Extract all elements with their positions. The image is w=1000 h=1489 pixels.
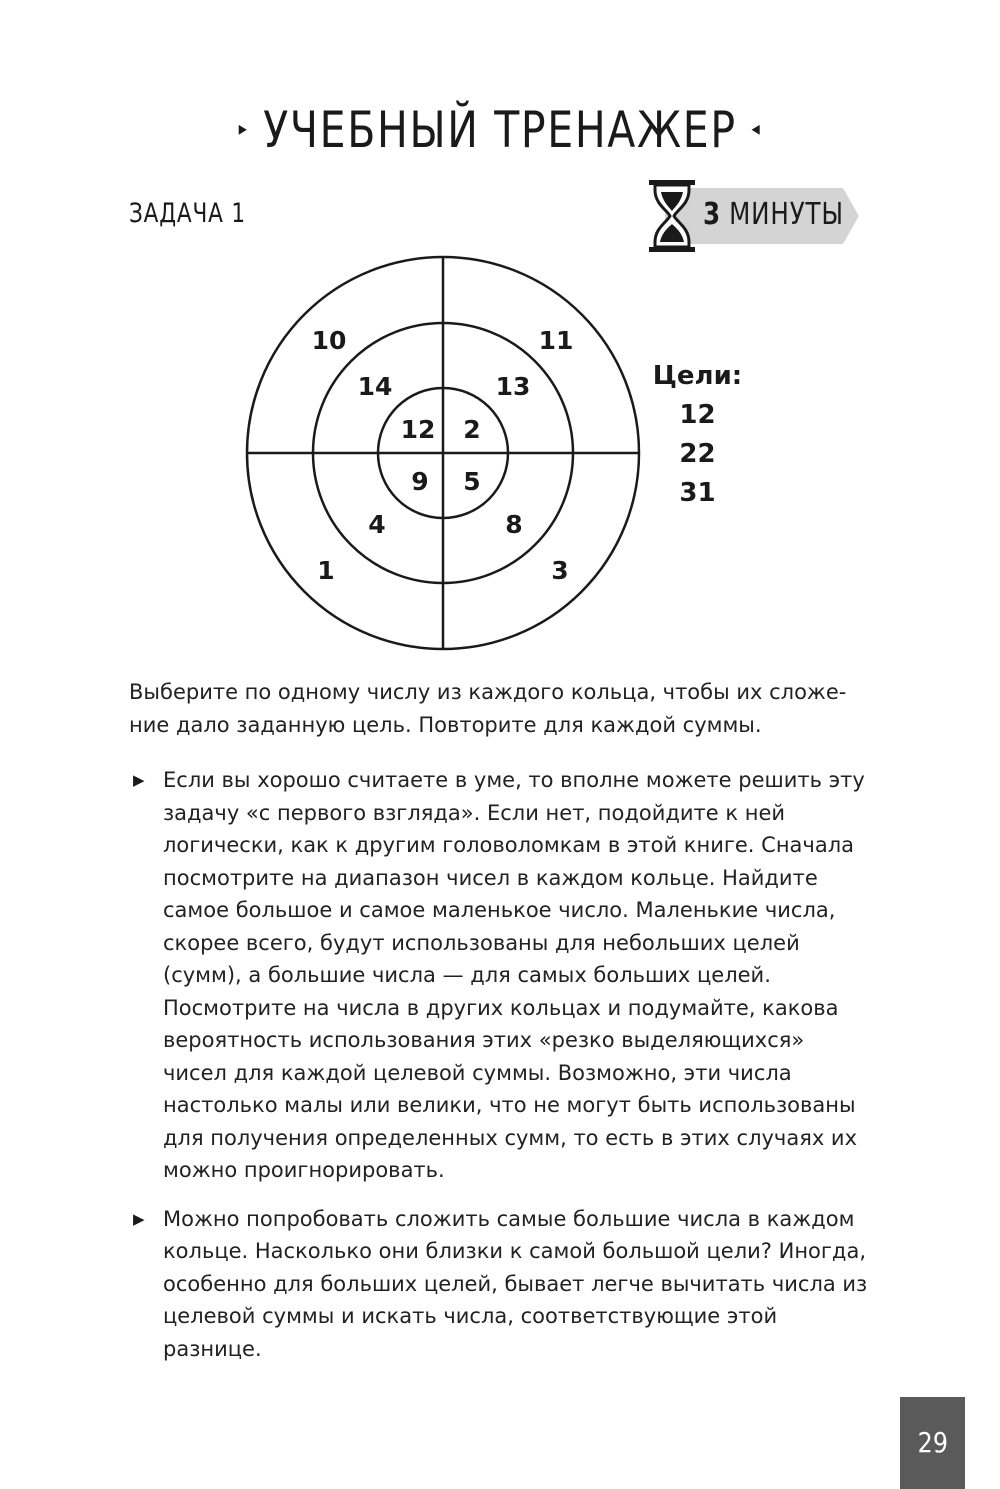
target-diagram bbox=[238, 255, 648, 655]
list-item-text: Если вы хорошо считаете в уме, то вполне можете решить эту задачу «с первого взгляда». Если нет, подойдите к ней логически, как к другим головоломкам в этой книге. Сначала посмотрите на диапазон чисел в каждом кольце. Найдите самое большое и самое маленькое число. Маленькие числа, скорее всего, будут использованы для небольших целей (сумм), а большие числа — для самых больших целей. Посмотрите на числа в других кольцах и подумайте, какова вероятность использования этих «резко выделяющихся» чисел для каждой целевой суммы. Возможно, эти числа настолько малы или велики, что не могут быть использованы для получения определенных сумм, то есть в этих случаях их можно проигнорировать. bbox=[163, 768, 865, 1182]
inner-number: 2 bbox=[463, 415, 481, 444]
goals-title: Цели: bbox=[652, 361, 743, 391]
outer-number: 3 bbox=[551, 556, 569, 585]
page-number bbox=[900, 1397, 965, 1489]
intro-paragraph: Выберите по одному числу из каждого кольца, чтобы их сложе-ние дало заданную цель. Повторите для каждой суммы. bbox=[129, 680, 847, 737]
tips-list bbox=[129, 764, 874, 1381]
outer-number: 10 bbox=[311, 326, 347, 355]
timer-number: 3 bbox=[703, 197, 721, 232]
goals-list bbox=[650, 357, 745, 513]
outer-number: 1 bbox=[317, 556, 335, 585]
inner-number: 5 bbox=[463, 467, 481, 496]
outer-number: 11 bbox=[538, 326, 574, 355]
title-text: УЧЕБНЫЙ ТРЕНАЖЕР bbox=[263, 101, 737, 159]
timer-unit: МИНУТЫ bbox=[729, 197, 844, 232]
timer-label bbox=[703, 197, 844, 232]
list-item bbox=[129, 764, 874, 1187]
timer-badge bbox=[643, 180, 863, 252]
page-title bbox=[90, 100, 910, 164]
middle-number: 4 bbox=[368, 510, 386, 539]
inner-number: 12 bbox=[400, 415, 436, 444]
list-item-text: Можно попробовать сложить самые большие числа в каждом кольце. Насколько они близки к самой большой цели? Иногда, особенно для больших целей, бывает легче вычитать числа из целевой суммы и искать числа, соответствующие этой разнице. bbox=[163, 1206, 868, 1361]
triangle-left-icon: ◂ bbox=[751, 115, 762, 140]
bullet-arrow-icon: ▶ bbox=[133, 1209, 145, 1228]
inner-number: 9 bbox=[411, 467, 429, 496]
list-item bbox=[129, 1203, 874, 1366]
page-number-text: 29 bbox=[917, 1426, 948, 1459]
goal-value: 12 bbox=[679, 400, 716, 430]
goal-value: 31 bbox=[679, 478, 716, 508]
middle-number: 14 bbox=[357, 372, 393, 401]
task-label: ЗАДАЧА 1 bbox=[129, 198, 246, 229]
triangle-right-icon: ▸ bbox=[238, 115, 249, 140]
middle-number: 13 bbox=[495, 372, 531, 401]
bullet-arrow-icon: ▶ bbox=[133, 771, 145, 789]
goal-value: 22 bbox=[679, 439, 716, 469]
middle-number: 8 bbox=[505, 510, 523, 539]
